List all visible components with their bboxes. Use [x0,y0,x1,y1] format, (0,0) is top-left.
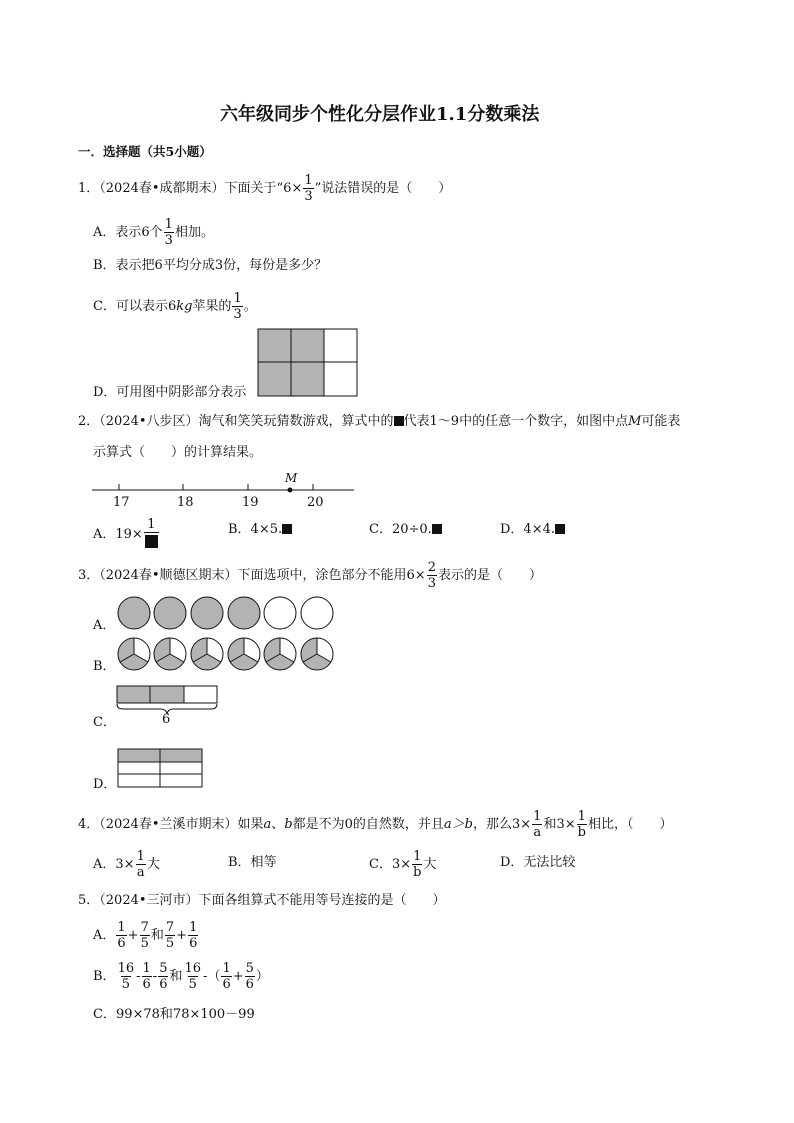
frac-num: 1 [222,961,231,976]
grid-cell-shaded [258,362,291,396]
q3-stem-end: 表示的是（ ） [437,568,542,583]
q5-a-frac [116,921,126,950]
q5-b-frac [184,962,203,991]
grid-cell-shaded [258,329,291,362]
circle-shaded [191,597,223,629]
operator: + [232,969,244,984]
close-paren: ） [255,969,269,984]
q1-fraction-den: 3 [304,189,313,204]
grid-cell [324,329,357,362]
frac-den: 6 [222,977,231,992]
q4-stem-end: 相比，（ ） [587,817,673,832]
operator: - [136,969,141,984]
q3-stem [78,561,542,590]
q4-option-c-num: 1 [413,849,422,864]
operator: + [127,928,139,943]
q4-option-c [369,850,436,879]
conjunction: 和 [150,928,164,943]
q1-option-a-den: 3 [164,233,173,248]
q2-option-c [369,523,442,536]
frac-num: 7 [140,920,149,935]
q1-option-c [93,292,257,321]
black-square-icon [145,535,158,548]
frac-den: 5 [121,977,130,992]
black-square-icon [432,524,442,534]
q1-option-c-fraction [232,292,242,321]
q2-option-d-text: D．4×4. [500,522,555,537]
q4-option-a-num: 1 [136,849,145,864]
frac-num: 1 [117,920,126,935]
q5-b-frac [142,962,152,991]
q1-stem-text: 1．（2024春•成都期末）下面关于“ [78,181,284,196]
frac-den: 5 [140,936,149,951]
q5-b-frac [245,962,255,991]
frac-den: 6 [142,977,151,992]
q5-option-a [93,921,199,950]
number-line-tick-label: 17 [113,495,130,510]
bar-segment [184,686,217,703]
number-line-point-label: M [285,471,298,485]
grid-cell [160,774,202,787]
q5-option-b [93,962,269,991]
q1-fraction [303,174,313,203]
q5-option-b-label: B． [93,969,116,984]
q3-fraction-den: 3 [427,576,436,591]
q2-option-b-text: B．4×5. [228,522,283,537]
q5-a-frac [140,921,150,950]
q3-option-c-brace-label: 6 [162,712,171,727]
grid-cell [324,362,357,396]
q4-option-a-den: a [136,865,145,880]
q2-option-b [228,523,292,536]
frac-num: 1 [189,920,198,935]
q4-fraction-2-den: b [577,825,586,840]
q1-option-b: B．表示把6平均分成3份，每份是多少？ [93,258,328,273]
operator: - [152,969,158,984]
q2-option-c-text: C．20÷0. [369,522,432,537]
q1-option-c-num: 1 [233,291,242,306]
q3-fraction [427,561,437,590]
q1-option-d-grid [257,328,359,398]
q4-fraction-2-num: 1 [577,809,586,824]
q4-stem-mid3: 和3× [543,817,576,832]
grid-cell [118,762,160,774]
q4-var-a: a [263,817,272,832]
q4-stem [78,810,672,839]
q5-a-frac [188,921,198,950]
grid-cell-shaded [291,362,324,396]
q2-point-var: M [628,414,642,429]
q4-stem-text: 4．（2024春•兰溪市期末）如果 [78,817,264,832]
q4-option-a [93,850,160,879]
frac-den: 6 [117,936,126,951]
grid-cell-shaded [118,749,160,762]
q1-expr-whole: 6× [283,181,303,196]
q4-fraction-1-num: 1 [533,809,542,824]
frac-num: 7 [165,920,175,935]
q2-stem-mid: 代表1～9中的任意一个数字，如图中点 [403,414,629,429]
q4-option-c-end: 大 [423,857,437,872]
q5-option-a-label: A． [93,928,116,943]
q3-option-c: C． [93,715,116,730]
q1-option-c-unit: kg [176,299,193,314]
q4-stem-mid2: ，那么3× [473,817,532,832]
q4-option-d: D．无法比较 [500,855,576,870]
q5-b-frac [117,962,136,991]
bar-segment-shaded [117,686,150,703]
q2-option-a-text: A．19× [93,527,143,542]
grid-cell-shaded [291,329,324,362]
q2-option-d [500,523,565,536]
frac-num: 16 [184,961,202,976]
q3-fraction-num: 2 [427,560,436,575]
q1-option-a-text: A．表示6个 [93,225,163,240]
section-heading: 一．选择题（共5小题） [78,144,212,159]
q3-option-b-circles [116,636,338,672]
frac-den: 6 [189,936,198,951]
q4-option-a-end: 大 [146,857,160,872]
grid-cell [118,774,160,787]
page-title: 六年级同步个性化分层作业1.1分数乘法 [220,104,540,125]
q5-b-frac [221,962,231,991]
circle-shaded [228,597,260,629]
circle-shaded [118,597,150,629]
number-line-tick-label: 19 [242,495,259,510]
q4-option-b: B．相等 [228,855,277,870]
q3-option-d: D． [93,777,117,792]
q5-b-frac [158,962,168,991]
frac-den: 6 [245,977,254,992]
q4-sep: 、 [271,817,285,832]
q4-fraction-2 [577,810,587,839]
q1-option-a-num: 1 [164,217,173,232]
q4-fraction-1 [532,810,542,839]
conjunction: 和 [169,969,183,984]
q5-stem: 5．（2024•三河市）下面各组算式不能用等号连接的是（ ） [78,893,446,908]
q4-option-c-fraction [412,850,422,879]
frac-den: 5 [188,977,197,992]
frac-num: 1 [142,961,151,976]
frac-num: 16 [117,961,135,976]
q3-option-b: B． [93,659,116,674]
q2-stem-end: 可能表 [641,414,681,429]
q3-stem-text: 3．（2024春•顺德区期末）下面选项中，涂色部分不能用6× [78,568,426,583]
operator: -（ [203,969,221,984]
q5-a-frac [165,921,175,950]
q1-fraction-num: 1 [304,173,313,188]
q1-option-c-text: C．可以表示6 [93,299,177,314]
q2-option-a-num: 1 [147,517,156,532]
number-line-point [288,488,293,493]
q3-option-d-grid [117,748,203,788]
q3-option-a: A． [93,618,116,633]
q4-stem-mid: 都是不为0的自然数，并且 [292,817,444,832]
q4-var-b: b [284,817,293,832]
q1-option-c-den: 3 [233,307,242,322]
q2-option-a [93,518,160,551]
black-square-icon [555,524,565,534]
q2-stem-line2: 示算式（ ）的计算结果。 [93,445,263,460]
frac-num: 5 [245,961,254,976]
bar-segment-shaded [150,686,184,703]
q3-option-a-circles [116,595,338,631]
q1-option-d: D．可用图中阴影部分表示 [93,385,247,400]
black-square-icon [394,416,404,426]
q4-inequality: a＞b [443,817,473,832]
q1-option-c-end: 。 [243,299,257,314]
circle-shaded [154,597,186,629]
q1-option-a-end: 相加。 [174,225,214,240]
frac-num: 5 [159,961,168,976]
grid-cell-shaded [160,749,202,762]
q4-fraction-1-den: a [533,825,542,840]
q4-option-c-den: b [413,865,422,880]
frac-den: 6 [159,977,168,992]
q2-stem-text: 2．（2024•八步区）淘气和笑笑玩猜数游戏，算式中的 [78,414,394,429]
circle-empty [264,597,296,629]
q1-stem-end: ”说法错误的是（ ） [314,181,452,196]
q1-option-a-fraction [164,218,174,247]
q1-option-c-mid: 苹果的 [192,299,232,314]
q2-option-a-fraction [144,518,159,551]
q4-option-a-fraction [136,850,146,879]
q1-option-a [93,218,214,247]
operator: + [176,928,188,943]
q5-option-c: C．99×78和78×100－99 [93,1007,255,1022]
q4-option-c-text: C．3× [369,857,412,872]
number-line-tick-label: 18 [177,495,194,510]
frac-den: 5 [165,936,175,951]
q2-option-a-den [144,532,159,551]
q2-stem-line1 [78,415,680,428]
number-line-tick-label: 20 [307,495,324,510]
q4-option-a-text: A．3× [93,857,135,872]
circle-empty [301,597,333,629]
black-square-icon [282,524,292,534]
q1-stem [78,174,451,203]
grid-cell [160,762,202,774]
